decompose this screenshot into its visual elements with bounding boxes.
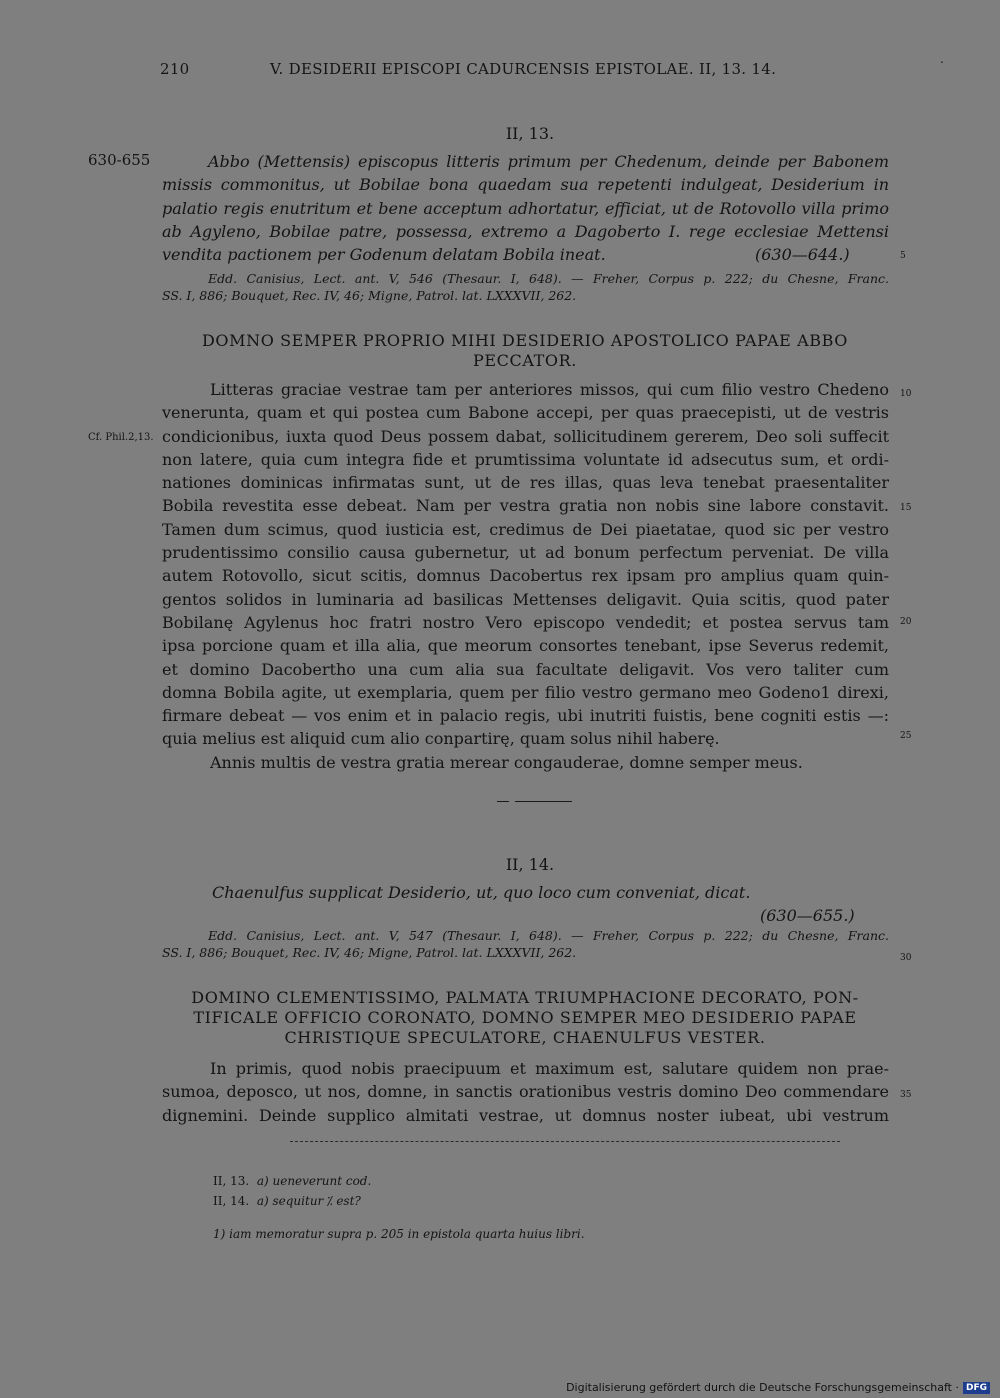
line-number: 5 — [900, 251, 906, 261]
body-line: Annis multis de vestra gratia merear congauderae, domne semper meus. — [210, 752, 803, 772]
editions-line: SS. I, 886; Bouquet, Rec. IV, 46; Migne, Patrol. lat. LXXXVII, 262. — [162, 945, 577, 960]
critical-note-13 — [213, 1172, 371, 1190]
body-line: dignemini. Deinde supplico almitati vestrae, ut domnus noster iubeat, ubi vestrum — [162, 1105, 889, 1125]
body-line: gentos solidos in luminaria ad basilicas Mettenses deligavit. Quia scitis, quod pater — [162, 589, 889, 609]
body-line: sumoa, deposco, ut nos, domne, in sanctis orationibus vestris domino Deo commendare — [162, 1082, 889, 1102]
address-line: PECCATOR. — [473, 351, 577, 370]
letter-13-regest-date: (630—644.) — [755, 245, 850, 265]
body-line: In primis, quod nobis praecipuum et maximum est, salutare quidem non prae- — [210, 1059, 889, 1078]
footnote-1 — [213, 1225, 585, 1243]
letter-13-address — [160, 331, 890, 371]
critical-note-14 — [213, 1192, 361, 1210]
letter-14-regest-date: (630—655.) — [760, 906, 855, 925]
editions-line: Edd. Canisius, Lect. ant. V, 546 (Thesaur. I, 648). — Freher, Corpus p. 222; du Chesne, Franc. — [208, 271, 889, 286]
regest-line: ab Agyleno, Bobilae patre, possessa, extremo a Dagoberto I. rege ecclesiae Mettensi — [162, 221, 889, 241]
marginal-reference: Cf. Phil.2,13. — [88, 432, 154, 443]
body-line: domna Bobila agite, ut exemplaria, quem per filio vestro germano meo Godeno1 direxi, — [162, 682, 889, 702]
body-line: Litteras graciae vestrae tam per anteriores missos, qui cum filio vestro Chedeno — [210, 380, 889, 399]
body-line: autem Rotovollo, sicut scitis, domnus Dacobertus rex ipsam pro amplius quam quin- — [162, 566, 889, 586]
body-line: condicionibus, iuxta quod Deus possem dabat, sollicitudinem gererem, Deo soli suffecit — [162, 426, 889, 446]
line-number: 15 — [900, 503, 912, 513]
address-line: DOMINO CLEMENTISSIMO, PALMATA TRIUMPHACIONE DECORATO, PON- — [191, 988, 859, 1007]
separator-rule — [515, 801, 572, 802]
bleed-through-line — [290, 1141, 840, 1142]
body-line: quia melius est aliquid cum alio conpartirę, quam solus nihil haberę. — [162, 729, 720, 749]
body-line: Bobilanę Agylenus hoc fratri nostro Vero episcopo vendedit; et postea servus tam — [162, 612, 889, 632]
critical-note-text: a) ueneverunt cod. — [256, 1174, 372, 1188]
letter-14-address — [160, 988, 890, 1048]
critical-note-text: a) sequitur ⁒ est? — [256, 1194, 361, 1208]
letter-14-body — [162, 1057, 889, 1127]
regest-line: vendita pactionem per Godenum delatam Bobila ineat. — [162, 245, 606, 265]
dfg-logo: DFG — [963, 1382, 990, 1394]
dfg-footer — [566, 1381, 990, 1394]
footnote-text: 1) iam memoratur supra p. 205 in epistola quarta huius libri. — [213, 1227, 585, 1241]
body-line: nationes dominicas infirmatas sunt, ut de res illas, quas leva tenebat praesentaliter — [162, 473, 889, 493]
letter-13-body — [162, 378, 889, 774]
body-line: firmare debeat — vos enim et in palacio regis, ubi inutriti fuistis, bene cogniti estis —: — [162, 706, 889, 726]
editions-line: Edd. Canisius, Lect. ant. V, 547 (Thesaur. I, 648). — Freher, Corpus p. 222; du Chesne, Franc. — [208, 928, 889, 943]
dfg-footer-text: Digitalisierung gefördert durch die Deutsche Forschungsgemeinschaft · — [566, 1381, 959, 1394]
letter-14-editions — [162, 927, 889, 961]
letter-14-regest: Chaenulfus supplicat Desiderio, ut, quo loco cum conveniat, dicat. — [212, 883, 751, 902]
line-number: 20 — [900, 617, 912, 627]
editions-line: SS. I, 886; Bouquet, Rec. IV, 46; Migne, Patrol. lat. LXXXVII, 262. — [162, 288, 577, 303]
address-line: TIFICALE OFFICIO CORONATO, DOMNO SEMPER MEO DESIDERIO PAPAE — [193, 1008, 857, 1027]
regest-line: palatio regis enutritum et bene acceptum adhortatur, efficiat, ut de Rotovollo villa primo — [162, 198, 889, 218]
separator-rule-short — [497, 801, 509, 802]
regest-line: missis commonitus, ut Bobilae bona quaedam sua repetenti indulgeat, Desiderium in — [162, 175, 889, 195]
letter-14-number: II, 14. — [505, 855, 555, 874]
corner-mark: . — [940, 52, 944, 66]
body-line: et domino Dacobertho una cum alia sua facultate deligavit. Vos vero taliter cum — [162, 659, 889, 679]
page-number: 210 — [160, 60, 190, 78]
line-number: 35 — [900, 1090, 912, 1100]
body-line: venerunta, quam et qui postea cum Babone accepi, per quas praecepisti, ut de vestris — [162, 403, 889, 423]
running-title: V. DESIDERII EPISCOPI CADURCENSIS EPISTOLAE. II, 13. 14. — [270, 60, 777, 78]
letter-13-number: II, 13. — [505, 124, 555, 143]
line-number: 25 — [900, 731, 912, 741]
regest-line: Abbo (Mettensis) episcopus litteris primum per Chedenum, deinde per Babonem — [208, 152, 889, 171]
critical-note-ref: II, 14. — [213, 1194, 250, 1208]
body-line: Tamen dum scimus, quod iusticia est, credimus de Dei piaetatae, quod sic per vestro — [162, 519, 889, 539]
letter-13-margin-date: 630-655 — [88, 151, 151, 169]
line-number: 10 — [900, 389, 912, 399]
line-number: 30 — [900, 953, 912, 963]
body-line: ipsa porcione quam et illa alia, que meorum consortes tenebant, ipse Severus redemit, — [162, 636, 889, 656]
body-line: prudentissimo consilio causa gubernetur, ut ad bonum perfectum perveniat. De villa — [162, 543, 889, 563]
body-line: non latere, quia cum integra fide et prumtissima voluntate id adsecutus sum, et ordi- — [162, 449, 889, 469]
body-line: Bobila revestita esse debeat. Nam per vestra gratia non nobis sine labore constavit. — [162, 496, 889, 516]
address-line: CHRISTIQUE SPECULATORE, CHAENULFUS VESTER. — [284, 1028, 766, 1047]
address-line: DOMNO SEMPER PROPRIO MIHI DESIDERIO APOSTOLICO PAPAE ABBO — [201, 331, 849, 350]
critical-note-ref: II, 13. — [213, 1174, 250, 1188]
letter-13-editions — [162, 270, 889, 304]
letter-13-regest — [162, 150, 889, 266]
